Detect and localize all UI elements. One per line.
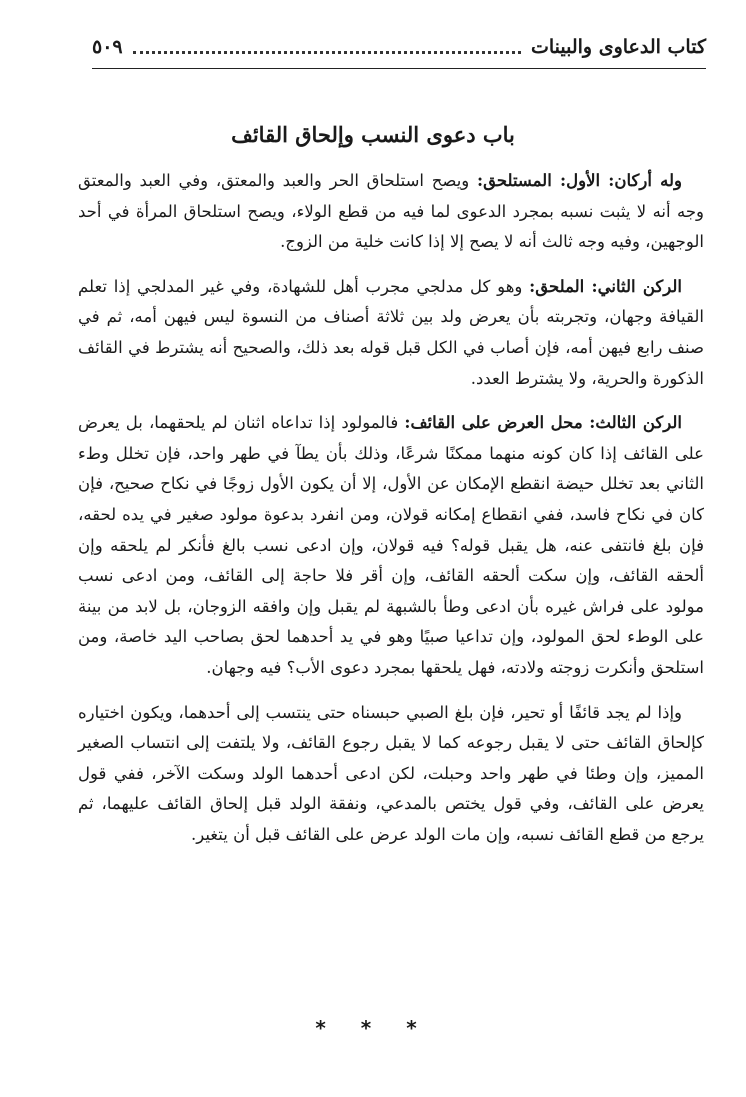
section-separator: * * *	[315, 1016, 431, 1040]
running-header	[92, 30, 706, 64]
paragraph-lead: وله أركان: الأول: المستلحق:	[476, 171, 682, 190]
paragraph-second-pillar	[78, 272, 704, 394]
paragraph-text: فالمولود إذا تداعاه اثنان لم يلحقهما، بل يعرض على القائف إذا كان كونه منهما ممكنًا شرعًا، وذلك بأن يطآ في طهر واحد، فإن تخلل وطء الثاني بعد تخلل حيضة انقطع الإمكان عن الأول، إلا أن يكون الأول زوجًا في نكاح صحيح، فإن كان في نكاح فاسد، ففي انقطاع إمكانه قولان، ومن انفرد بدعوة مولود صغير في يده لحقه، فإن بلغ فانتفى عنه، هل يقبل قوله؟ فيه قولان، وإن ادعى نسب بالغ فأنكر لم يلحقه وإن ألحقه القائف، وإن سكت ألحقه القائف، وإن أقر فلا حاجة إلى القائف، ومن ادعى نسب مولود على فراش غيره بأن ادعى وطأ بالشبهة لم يقبل وإن وافقه الزوجان، بل لابد من بينة على الوطء لحق المولود، وإن تداعيا صبيًا وهو في يد أحدهما لحق بصاحب اليد خاصة، ومن استلحق وأنكرت زوجته ولادته، فهل يلحقها بمجرد دعوى الأب؟ فيه وجهان.	[78, 413, 704, 677]
dotted-leader	[133, 41, 521, 54]
paragraph-text: وهو كل مدلجي مجرب أهل للشهادة، وفي غير المدلجي إذا تعلم القيافة وجهان، وتجربته بأن يعرض ولد بين ثلاثة أصناف من النسوة ليس فيهن أمه، ثم في صنف رابع فيهن أمه، فإن أصاب في الكل قبل قوله بعد ذلك، والصحيح أنه يشترط في القائف الذكورة والحرية، ولا يشترط العدد.	[78, 276, 704, 388]
chapter-title: باب دعوى النسب وإلحاق القائف	[231, 122, 515, 147]
book-title: كتاب الدعاوى والبينات	[530, 36, 706, 58]
paragraph-lead: الركن الثالث: محل العرض على القائف:	[404, 413, 682, 433]
header-rule	[92, 68, 706, 69]
paragraph-third-pillar	[78, 408, 704, 683]
page-number: ٥٠٩	[92, 36, 123, 58]
paragraph-text: وإذا لم يجد قائفًا أو تحير، فإن بلغ الصبي حبسناه حتى ينتسب إلى أحدهما، ويكون اختياره كإلحاق القائف حتى لا يقبل رجوعه كما لا يقبل رجوع القائف، ولا يلتفت إلى انتساب الصغير المميز، وإن وطئا في طهر واحد وحبلت، لكن ادعى أحدهما الولد وسكت الآخر، ففي قول يعرض على القائف، وفي قول يختص بالمدعي، ونفقة الولد قبل إلحاق القائف عليهما، ثم يرجع من قطع القائف نسبه، وإن مات الولد عرض على القائف قبل أن يتغير.	[78, 702, 704, 844]
paragraph-first-pillar	[78, 166, 704, 258]
paragraph-lead: الركن الثاني: الملحق:	[529, 276, 682, 296]
paragraph-closing	[78, 698, 704, 851]
body-text	[78, 166, 704, 864]
paragraph-text: ويصح استلحاق الحر والعبد والمعتق، وفي العبد والمعتق وجه أنه لا يثبت نسبه بمجرد الدعوى لما فيه من قطع الولاء، ويصح استلحاق المرأة في أحد الوجهين، وفيه وجه ثالث أنه لا يصح إلا إذا كانت خلية من الزوج.	[78, 171, 704, 252]
